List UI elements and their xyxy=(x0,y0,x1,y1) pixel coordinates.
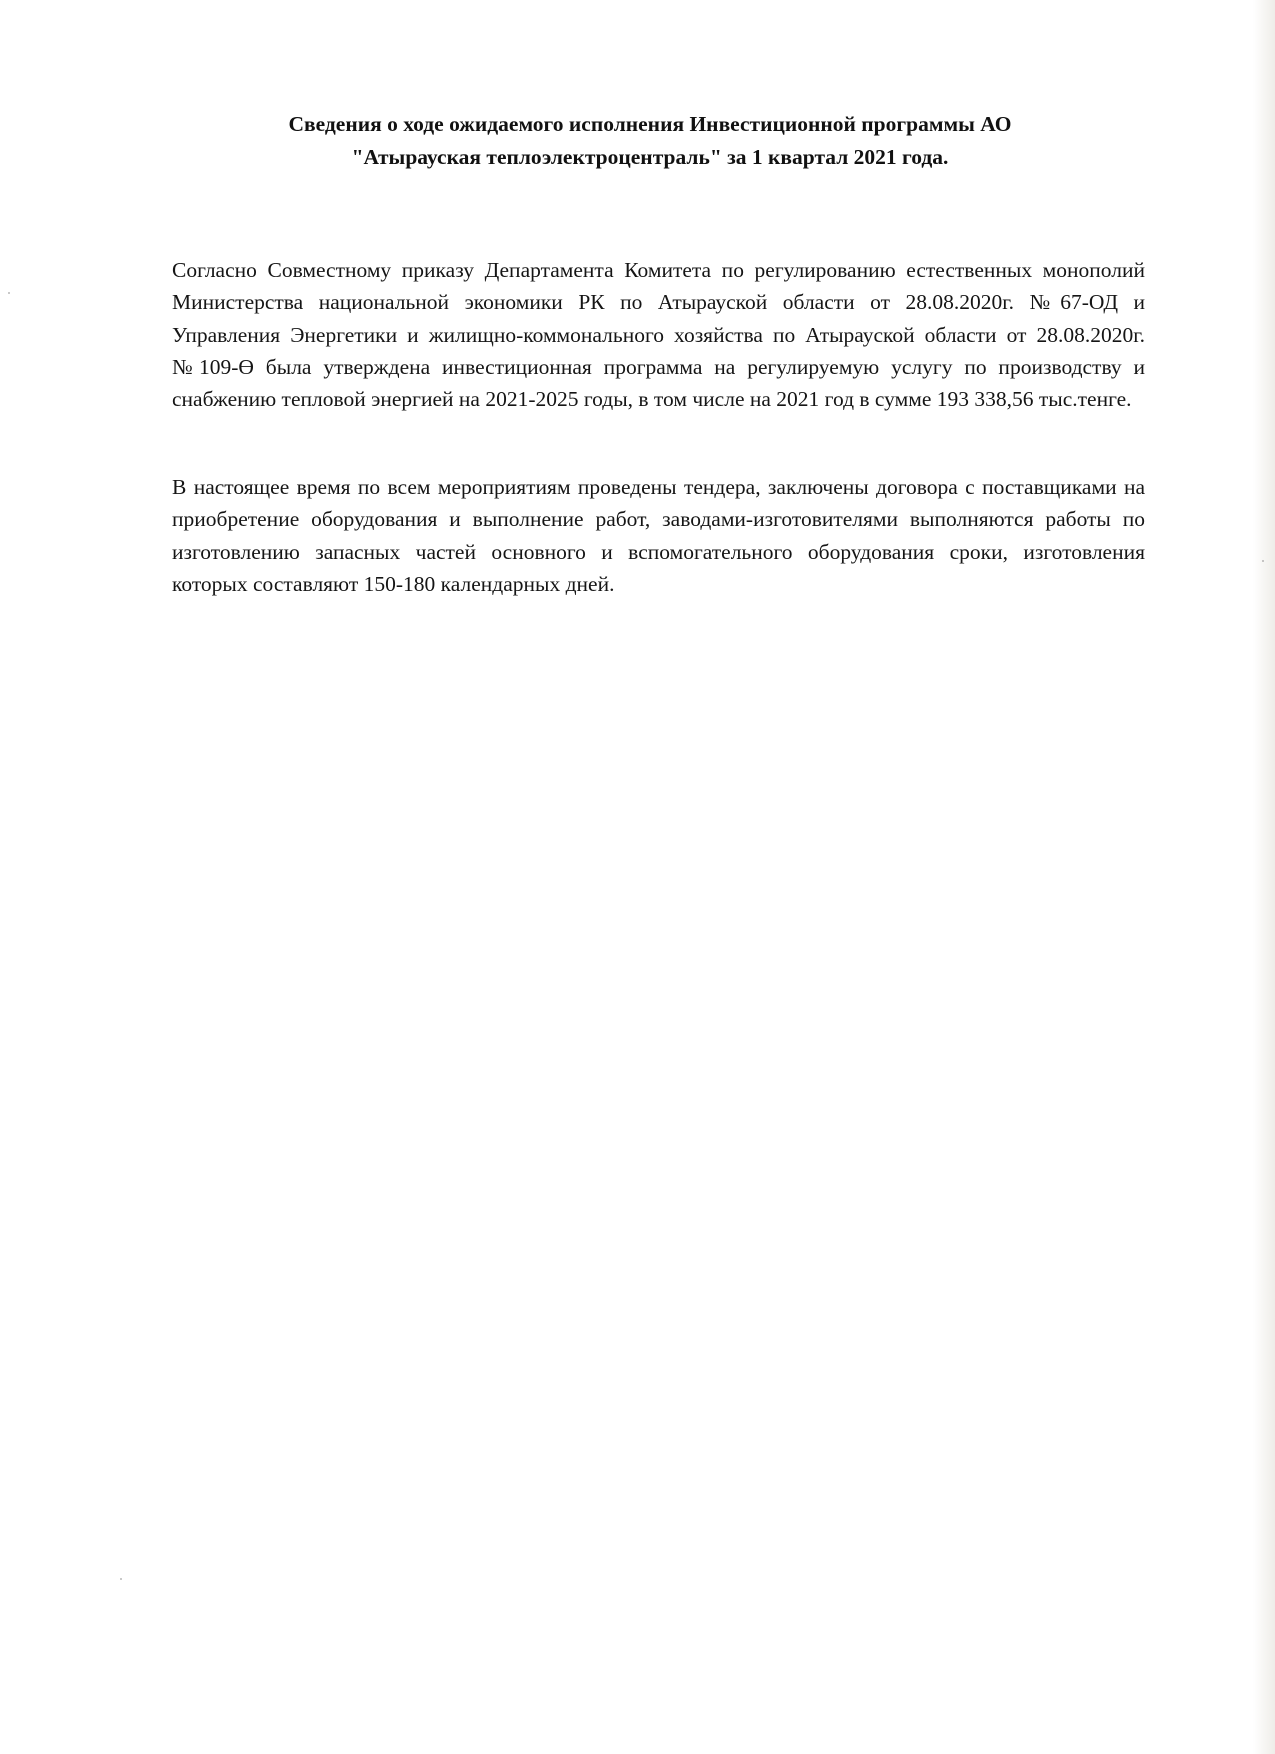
document-title-line-1: Сведения о ходе ожидаемого исполнения Инвестиционной программы АО xyxy=(288,112,1012,136)
paragraph-order-info: Согласно Совместному приказу Департамента Комитета по регулированию естественных монополий Министерства национальной экономики РК по Атырауской области от 28.08.2020г. №67-ОД и Управления Энергетики и жилищно-коммонального хозяйства по Атырауской области от 28.08.2020г. №109-Ө была утверждена инвестиционная программа на регулируемую услугу по производству и снабжению тепловой энергией на 2021-2025 годы, в том числе на 2021 год в сумме 193 338,56 тыс.тенге. xyxy=(172,258,1145,412)
scan-speck xyxy=(1262,560,1264,562)
scan-edge-shadow xyxy=(1253,0,1275,1754)
scan-speck xyxy=(8,292,10,294)
scan-speck xyxy=(120,1578,122,1580)
paragraph-current-status: В настоящее время по всем мероприятиям проведены тендера, заключены договора с поставщиками на приобретение оборудования и выполнение работ, заводами-изготовителями выполняются работы по изготовлению запасных частей основного и вспомогательного оборудования сроки, изготовления которых составляют 150-180 календарных дней. xyxy=(172,475,1145,596)
document-title-line-2: "Атырауская теплоэлектроцентраль" за 1 квартал 2021 года. xyxy=(351,145,949,169)
document-title xyxy=(200,108,1100,174)
